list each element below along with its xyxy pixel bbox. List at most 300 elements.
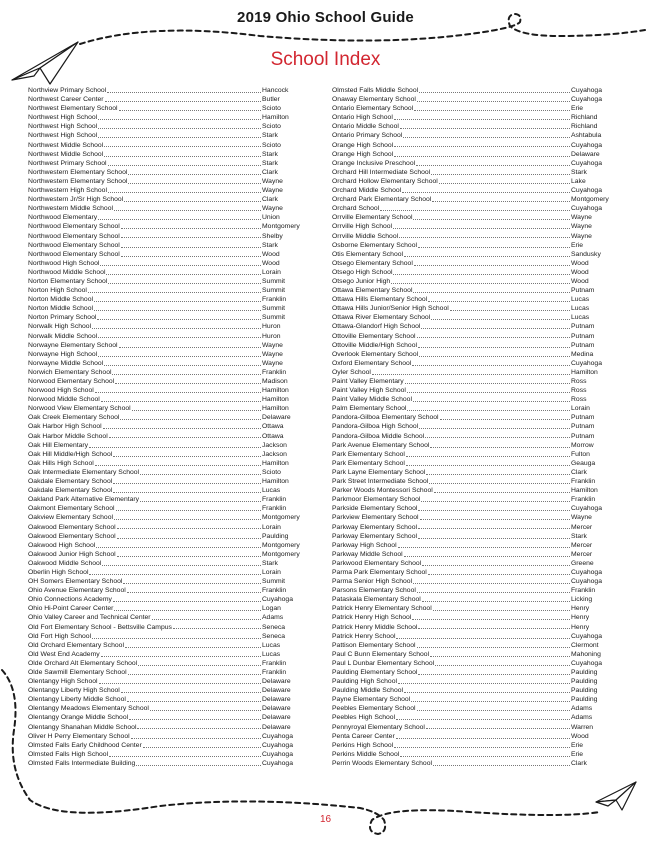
dot-leader <box>413 583 570 584</box>
dot-leader <box>422 565 570 566</box>
county-name: Paulding <box>571 696 598 704</box>
school-name: Paul C Bunn Elementary School <box>332 650 430 658</box>
school-name: Ontario Primary School <box>332 132 403 140</box>
dot-leader <box>96 547 261 548</box>
index-entry <box>332 541 627 550</box>
county-name: Cuyahoga <box>571 359 602 367</box>
index-entry <box>332 322 627 331</box>
dot-leader <box>394 119 570 120</box>
school-name: Olentangy Liberty Middle School <box>28 696 126 704</box>
school-name: Patrick Henry School <box>332 632 396 640</box>
dot-leader <box>92 638 261 639</box>
county-name: Hamilton <box>262 114 289 122</box>
county-name: Paulding <box>571 678 598 686</box>
dot-leader <box>128 174 261 175</box>
index-entry <box>28 613 318 622</box>
dot-leader <box>140 501 261 502</box>
dot-leader <box>128 183 261 184</box>
school-name: Norwood Middle School <box>28 396 100 404</box>
county-name: Montgomery <box>262 541 300 549</box>
index-entry <box>28 604 318 613</box>
school-name: Otsego Junior High <box>332 277 391 285</box>
index-entry <box>332 213 627 222</box>
dot-leader <box>106 274 261 275</box>
dot-leader <box>124 201 261 202</box>
dot-leader <box>100 265 261 266</box>
county-name: Ottawa <box>262 432 284 440</box>
county-name: Henry <box>571 614 590 622</box>
school-name: Oakview Elementary School <box>28 514 113 522</box>
index-entry <box>332 659 627 668</box>
dot-leader <box>421 328 570 329</box>
index-entry <box>28 368 318 377</box>
dot-leader <box>113 492 261 493</box>
county-name: Seneca <box>262 623 286 631</box>
index-entry <box>332 131 627 140</box>
county-name: Hamilton <box>262 478 289 486</box>
school-name: Northwest Middle School <box>28 150 104 158</box>
dot-leader <box>421 501 570 502</box>
index-entry <box>332 368 627 377</box>
county-name: Franklin <box>262 496 287 504</box>
index-entry <box>28 159 318 168</box>
dot-leader <box>129 719 261 720</box>
school-name: Olmsted Falls High School <box>28 750 109 758</box>
school-name: Parkside Elementary School <box>332 505 418 513</box>
index-entry <box>28 241 318 250</box>
county-name: Erie <box>571 741 584 749</box>
dot-leader <box>150 710 261 711</box>
school-name: Oak Creek Elementary School <box>28 414 120 422</box>
school-name: Old Fort Elementary School - Bettsville Campus <box>28 623 172 631</box>
dot-leader <box>417 647 571 648</box>
dot-leader <box>102 565 261 566</box>
dot-leader <box>121 228 261 229</box>
county-name: Wayne <box>262 341 283 349</box>
school-name: Paulding High School <box>332 678 397 686</box>
index-entry <box>332 386 627 395</box>
index-entry <box>332 568 627 577</box>
page-number: 16 <box>319 814 332 825</box>
dot-leader <box>430 656 570 657</box>
county-name: Summit <box>262 314 286 322</box>
dot-leader <box>103 428 261 429</box>
index-entry <box>28 559 318 568</box>
index-entry <box>28 259 318 268</box>
index-entry <box>332 268 627 277</box>
index-entry <box>332 723 627 732</box>
index-entry <box>332 577 627 586</box>
school-name: Oakland Park Alternative Elementary <box>28 496 140 504</box>
dot-leader <box>107 92 261 93</box>
dot-leader <box>433 610 570 611</box>
dot-leader <box>407 410 570 411</box>
dot-leader <box>419 92 570 93</box>
index-entry <box>332 377 627 386</box>
county-name: Hamilton <box>262 387 289 395</box>
dot-leader <box>114 210 261 211</box>
index-entry <box>332 623 627 632</box>
index-entry <box>332 586 627 595</box>
county-name: Stark <box>571 168 587 176</box>
school-name: Parkway Elementary School <box>332 523 417 531</box>
index-entry <box>332 422 627 431</box>
school-name: Perrin Woods Elementary School <box>332 759 432 767</box>
county-name: Cuyahoga <box>571 187 602 195</box>
index-entry <box>28 104 318 113</box>
county-name: Putnam <box>571 341 595 349</box>
dot-leader <box>138 665 261 666</box>
index-entry <box>28 404 318 413</box>
county-name: Huron <box>262 332 281 340</box>
school-name: Parker Woods Montessori School <box>332 487 433 495</box>
school-name: Olentangy Orange Middle School <box>28 714 129 722</box>
school-name: Ottoville Elementary School <box>332 332 416 340</box>
index-entry <box>332 150 627 159</box>
county-name: Erie <box>571 105 584 113</box>
index-entry <box>28 277 318 286</box>
dot-leader <box>101 656 261 657</box>
county-name: Clermont <box>571 641 599 649</box>
school-name: Norwayne Elementary School <box>28 341 118 349</box>
index-entry <box>28 541 318 550</box>
index-entry <box>332 677 627 686</box>
school-name: Olentangy Meadows Elementary School <box>28 705 149 713</box>
dot-leader <box>95 465 261 466</box>
school-name: Northwood Elementary School <box>28 223 120 231</box>
school-name: Old West End Academy <box>28 650 100 658</box>
county-name: Clark <box>262 168 278 176</box>
county-name: Stark <box>262 159 278 167</box>
dot-leader <box>417 337 571 338</box>
county-name: Lorain <box>571 405 590 413</box>
county-name: Morrow <box>571 441 594 449</box>
dot-leader <box>406 465 570 466</box>
school-name: Pandora-Gilboa Elementary School <box>332 414 439 422</box>
school-name: Ohio Hi-Point Career Center <box>28 605 114 613</box>
dot-leader <box>407 392 570 393</box>
index-entry <box>332 122 627 131</box>
dot-leader <box>403 137 570 138</box>
school-name: Payne Elementary School <box>332 696 411 704</box>
county-name: Lorain <box>262 523 281 531</box>
page-title: School Index <box>270 49 381 70</box>
index-entry <box>332 159 627 168</box>
index-entry <box>28 632 318 641</box>
county-name: Putnam <box>571 432 595 440</box>
county-name: Scioto <box>262 123 281 131</box>
school-name: Paulding Elementary School <box>332 669 418 676</box>
dot-leader <box>417 710 571 711</box>
index-entry <box>332 695 627 704</box>
county-name: Wayne <box>262 205 283 213</box>
county-name: Delaware <box>262 714 291 722</box>
county-name: Medina <box>571 350 594 358</box>
school-name: Northwood Elementary <box>28 214 98 222</box>
school-name: Northwest Middle School <box>28 141 104 149</box>
dot-leader <box>418 628 570 629</box>
dot-leader <box>109 756 261 757</box>
index-entry <box>28 232 318 241</box>
school-name: Patrick Henry Elementary School <box>332 605 432 613</box>
dot-leader <box>433 765 570 766</box>
index-entry <box>28 350 318 359</box>
index-entry <box>332 459 627 468</box>
index-entry <box>332 286 627 295</box>
index-entry <box>28 195 318 204</box>
index-entry <box>28 131 318 140</box>
dot-leader <box>97 319 261 320</box>
dot-leader <box>400 756 570 757</box>
dot-leader <box>399 237 570 238</box>
dot-leader <box>426 728 570 729</box>
school-name: Oak Hill Elementary <box>28 441 89 449</box>
county-name: Paulding <box>571 687 598 695</box>
dot-leader <box>416 165 570 166</box>
dot-leader <box>108 165 261 166</box>
school-name: Olentangy Shanahan Middle School <box>28 723 137 731</box>
school-name: Norton Primary School <box>28 314 97 322</box>
index-entry <box>332 359 627 368</box>
county-name: Union <box>262 214 280 222</box>
county-name: Lorain <box>262 268 281 276</box>
county-name: Putnam <box>571 423 595 431</box>
index-entry <box>28 550 318 559</box>
county-name: Jackson <box>262 450 287 458</box>
school-name: Olde Sawmill Elementary School <box>28 669 127 676</box>
county-name: Delaware <box>262 687 291 695</box>
index-entry <box>28 668 318 677</box>
index-entry <box>332 432 627 441</box>
school-name: Oxford Elementary School <box>332 359 412 367</box>
index-entry <box>332 732 627 741</box>
dot-leader <box>115 383 261 384</box>
dot-leader <box>393 274 570 275</box>
school-name: Norwalk High School <box>28 323 92 331</box>
county-name: Mercer <box>571 541 593 549</box>
county-name: Lucas <box>262 641 281 649</box>
dot-leader <box>104 156 261 157</box>
county-name: Clark <box>571 759 587 767</box>
index-entry <box>332 104 627 113</box>
index-entry <box>332 259 627 268</box>
index-entry <box>332 650 627 659</box>
school-name: Oak Harbor Middle School <box>28 432 108 440</box>
dot-leader <box>411 701 570 702</box>
school-name: Orrville Middle School <box>332 232 399 240</box>
index-entry <box>28 286 318 295</box>
school-name: Pattison Elementary School <box>332 641 416 649</box>
school-name: Palm Elementary School <box>332 405 407 413</box>
dot-leader <box>396 738 570 739</box>
index-entry <box>332 468 627 477</box>
index-entry <box>332 350 627 359</box>
index-entry <box>28 204 318 213</box>
index-entry <box>28 86 318 95</box>
school-name: Northwest Elementary School <box>28 105 118 113</box>
school-name: Osborne Elementary School <box>332 241 418 249</box>
county-name: Putnam <box>571 323 595 331</box>
dot-leader <box>422 601 570 602</box>
dot-leader <box>114 519 261 520</box>
index-entry <box>28 359 318 368</box>
school-name: Ottawa Hills Elementary School <box>332 296 428 304</box>
school-name: Oak Hills High School <box>28 459 94 467</box>
index-entry <box>332 759 627 768</box>
school-name: Orchard School <box>332 205 380 213</box>
dot-leader <box>113 483 261 484</box>
county-name: Seneca <box>262 632 286 640</box>
school-name: Parkway Middle School <box>332 550 403 558</box>
dot-leader <box>394 156 570 157</box>
index-entry <box>28 741 318 750</box>
index-entry <box>332 741 627 750</box>
school-name: Parsons Elementary School <box>332 587 416 595</box>
dot-leader <box>108 192 261 193</box>
index-entry <box>332 532 627 541</box>
index-entry <box>28 477 318 486</box>
county-name: Wayne <box>571 232 592 240</box>
school-name: Oberlin High School <box>28 568 89 576</box>
index-entry <box>332 250 627 259</box>
school-name: Olmsted Falls Early Childhood Center <box>28 741 142 749</box>
county-name: Cuyahoga <box>571 205 602 213</box>
county-name: Wayne <box>262 350 283 358</box>
county-name: Montgomery <box>262 550 300 558</box>
county-name: Clark <box>262 196 278 204</box>
index-entry <box>332 186 627 195</box>
index-entry <box>332 441 627 450</box>
school-name: Norwich Elementary School <box>28 368 112 376</box>
school-name: Northview Primary School <box>28 87 107 94</box>
school-name: Ohio Avenue Elementary School <box>28 587 126 595</box>
county-name: Wood <box>571 277 589 285</box>
index-entry <box>28 713 318 722</box>
dot-leader <box>114 610 261 611</box>
dot-leader <box>152 619 261 620</box>
county-name: Paulding <box>262 532 289 540</box>
county-name: Shelby <box>262 232 283 240</box>
county-name: Henry <box>571 605 590 613</box>
index-entry <box>332 232 627 241</box>
dot-leader <box>136 765 261 766</box>
dot-leader <box>439 183 570 184</box>
dot-leader <box>428 574 570 575</box>
index-entry <box>28 168 318 177</box>
dot-leader <box>428 301 570 302</box>
dot-leader <box>418 528 570 529</box>
index-entry <box>332 95 627 104</box>
index-entry <box>332 713 627 722</box>
index-entry <box>332 550 627 559</box>
dot-leader <box>113 601 261 602</box>
school-name: Oak Hill Middle/High School <box>28 450 113 458</box>
dot-leader <box>418 538 570 539</box>
index-entry <box>332 86 627 95</box>
school-name: Onaway Elementary School <box>332 96 416 104</box>
index-entry <box>28 568 318 577</box>
dot-leader <box>131 738 261 739</box>
dot-leader <box>418 674 570 675</box>
county-name: Summit <box>262 277 286 285</box>
school-name: Northwood High School <box>28 259 100 267</box>
index-entry <box>28 186 318 195</box>
dot-leader <box>396 638 570 639</box>
county-name: Geauga <box>571 459 596 467</box>
dot-leader <box>393 228 570 229</box>
school-name: Orange High School <box>332 150 394 158</box>
school-name: Old Orchard Elementary School <box>28 641 124 649</box>
school-name: Oakwood Middle School <box>28 559 102 567</box>
county-name: Delaware <box>262 414 291 422</box>
county-name: Franklin <box>571 478 596 486</box>
county-name: Cuyahoga <box>262 732 293 740</box>
index-entry <box>28 386 318 395</box>
index-entry <box>332 222 627 231</box>
dot-leader <box>417 592 570 593</box>
index-entry <box>332 177 627 186</box>
county-name: Wood <box>571 268 589 276</box>
school-name: Orchard Hill Intermediate School <box>332 168 431 176</box>
dot-leader <box>105 101 261 102</box>
index-entry <box>28 695 318 704</box>
dot-leader <box>109 437 261 438</box>
school-name: Patrick Henry High School <box>332 614 412 622</box>
county-name: Huron <box>262 323 281 331</box>
school-name: Orchard Hollow Elementary School <box>332 177 438 185</box>
school-name: Norton Middle School <box>28 305 93 313</box>
index-entry <box>28 250 318 259</box>
county-name: Wayne <box>571 223 592 231</box>
index-entry <box>28 95 318 104</box>
county-name: Richland <box>571 114 598 122</box>
county-name: Delaware <box>262 678 291 686</box>
dot-leader <box>404 692 570 693</box>
index-entry <box>28 495 318 504</box>
guide-title: 2019 Ohio School Guide <box>237 9 414 26</box>
school-name: Norwayne Middle School <box>28 359 104 367</box>
index-entry <box>28 623 318 632</box>
school-name: Orange High School <box>332 141 394 149</box>
index-entry <box>28 704 318 713</box>
index-entry <box>28 141 318 150</box>
index-entry <box>332 295 627 304</box>
county-name: Cuyahoga <box>571 568 602 576</box>
county-name: Cuyahoga <box>571 578 602 586</box>
county-name: Cuyahoga <box>571 159 602 167</box>
index-entry <box>28 523 318 532</box>
dot-leader <box>104 365 261 366</box>
dot-leader <box>132 410 261 411</box>
dot-leader <box>405 383 570 384</box>
dot-leader <box>404 556 570 557</box>
dot-leader <box>121 256 261 257</box>
dot-leader <box>440 419 570 420</box>
school-name: Penta Career Center <box>332 732 395 740</box>
dot-leader <box>425 437 570 438</box>
school-name: Orchard Middle School <box>332 187 402 195</box>
school-name: Otis Elementary School <box>332 250 404 258</box>
paper-airplane-icon <box>596 782 636 810</box>
dot-leader <box>400 128 570 129</box>
index-entry <box>332 204 627 213</box>
index-entry <box>28 686 318 695</box>
county-name: Lake <box>571 177 586 185</box>
index-entry <box>332 450 627 459</box>
index-entry <box>28 504 318 513</box>
index-entry <box>332 604 627 613</box>
county-name: Warren <box>571 723 594 731</box>
